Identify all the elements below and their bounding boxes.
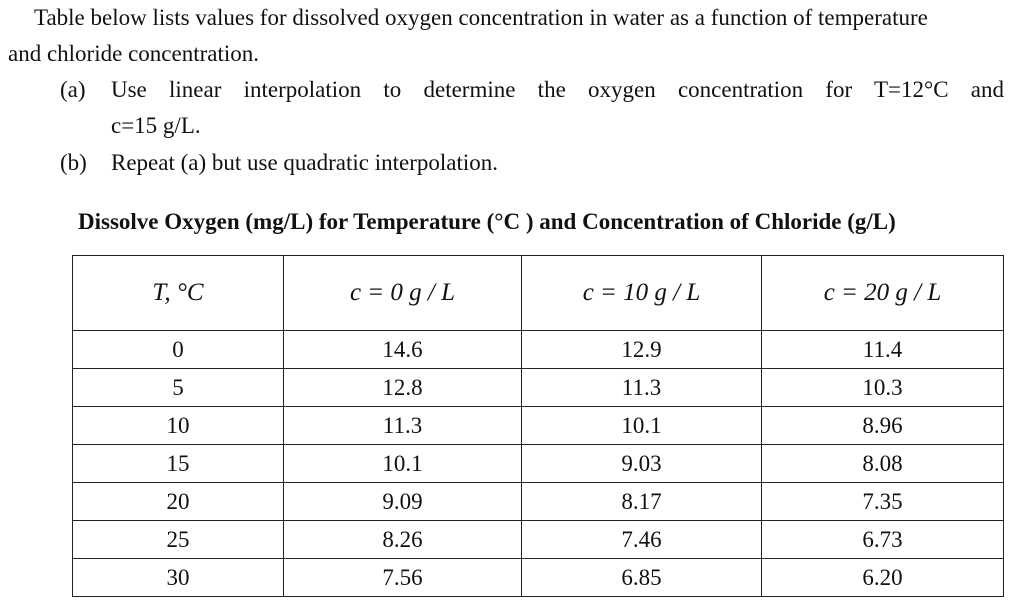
- cell-temperature: 10: [73, 407, 284, 445]
- cell-c0: 12.8: [284, 369, 522, 407]
- cell-temperature: 25: [73, 521, 284, 559]
- cell-c0: 7.56: [284, 559, 522, 597]
- part-b-tag: (b): [60, 150, 87, 175]
- header-c20: c = 20 g / L: [762, 256, 1004, 331]
- part-a: [60, 72, 1004, 144]
- part-a-line-2: c=15 g/L.: [111, 113, 201, 138]
- cell-c20: 10.3: [762, 369, 1004, 407]
- cell-c10: 7.46: [522, 521, 762, 559]
- cell-c20: 7.35: [762, 483, 1004, 521]
- cell-c0: 9.09: [284, 483, 522, 521]
- table-row: [73, 407, 1004, 445]
- table-header-row: [73, 256, 1004, 331]
- header-temperature: T, °C: [73, 256, 284, 331]
- cell-temperature: 30: [73, 559, 284, 597]
- cell-c20: 11.4: [762, 331, 1004, 369]
- intro-line-2: and chloride concentration.: [8, 41, 259, 66]
- table-row: [73, 521, 1004, 559]
- cell-c10: 8.17: [522, 483, 762, 521]
- part-a-line-1: Use linear interpolation to determine the oxygen concentration for T=12°C and: [111, 77, 1004, 102]
- cell-temperature: 15: [73, 445, 284, 483]
- part-a-tag: (a): [60, 77, 86, 102]
- cell-c20: 6.73: [762, 521, 1004, 559]
- cell-temperature: 0: [73, 331, 284, 369]
- cell-c10: 12.9: [522, 331, 762, 369]
- cell-c0: 10.1: [284, 445, 522, 483]
- cell-c10: 11.3: [522, 369, 762, 407]
- table-row: [73, 445, 1004, 483]
- table-row: [73, 483, 1004, 521]
- cell-c20: 8.96: [762, 407, 1004, 445]
- cell-c0: 14.6: [284, 331, 522, 369]
- header-c10: c = 10 g / L: [522, 256, 762, 331]
- part-b-text: Repeat (a) but use quadratic interpolation.: [111, 150, 499, 175]
- problem-intro: [8, 0, 1006, 72]
- cell-temperature: 20: [73, 483, 284, 521]
- intro-line-1: Table below lists values for dissolved oxygen concentration in water as a function of temperature: [34, 5, 928, 30]
- cell-c10: 6.85: [522, 559, 762, 597]
- oxygen-table: [72, 255, 1004, 597]
- cell-temperature: 5: [73, 369, 284, 407]
- table-row: [73, 369, 1004, 407]
- cell-c0: 8.26: [284, 521, 522, 559]
- cell-c10: 10.1: [522, 407, 762, 445]
- table-row: [73, 331, 1004, 369]
- table-row: [73, 559, 1004, 597]
- header-c0: c = 0 g / L: [284, 256, 522, 331]
- cell-c0: 11.3: [284, 407, 522, 445]
- cell-c20: 8.08: [762, 445, 1004, 483]
- cell-c10: 9.03: [522, 445, 762, 483]
- cell-c20: 6.20: [762, 559, 1004, 597]
- table-caption: Dissolve Oxygen (mg/L) for Temperature (°C ) and Concentration of Chloride (g/L): [78, 209, 896, 234]
- part-b: [60, 145, 1004, 181]
